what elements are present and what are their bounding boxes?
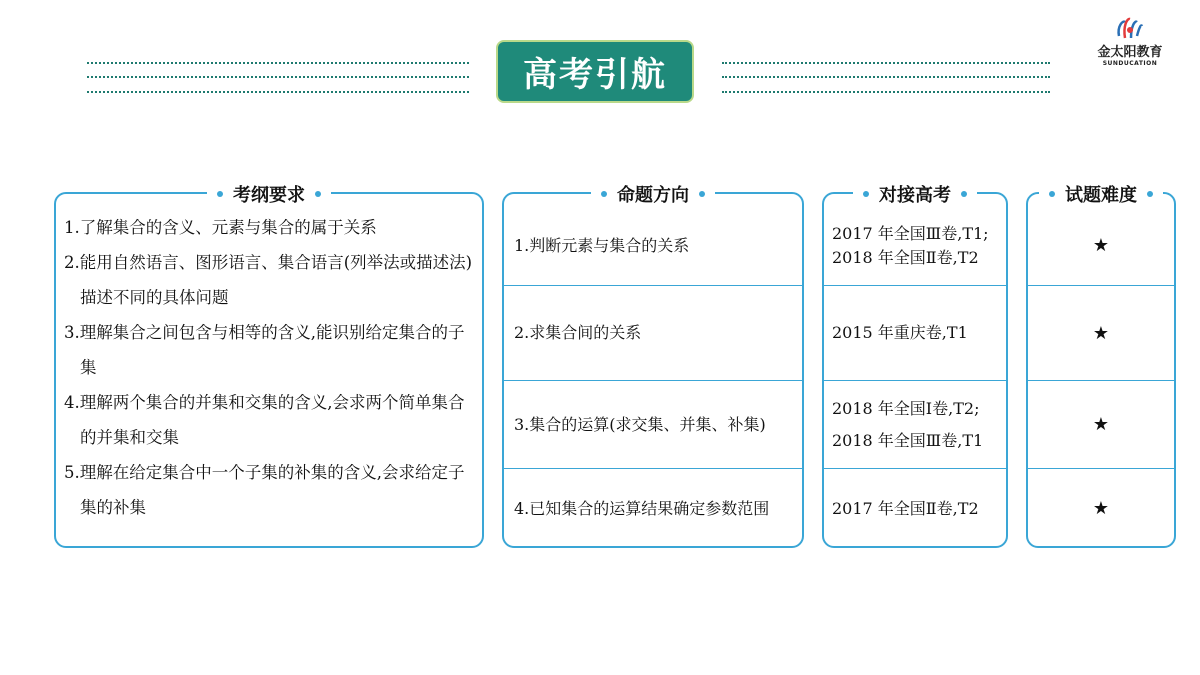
table-row [504,469,802,548]
list-item: 2.能用自然语言、图形语言、集合语言(列举法或描述法)描述不同的具体问题 [64,253,473,307]
page-title: 高考引航 [523,55,667,95]
panel-exams-title: 对接高考 [879,185,951,206]
list-item: 4.理解两个集合的并集和交集的含义,会求两个简单集合的并集和交集 [64,393,465,447]
table-row [504,381,802,469]
table-row [504,206,802,286]
panel-exams [822,185,1008,548]
direction-text: 2.求集合间的关系 [514,323,642,342]
logo-name: 金太阳教育 [1097,45,1163,60]
header-dotted-line [722,91,1050,93]
header-dotted-line [722,76,1050,78]
bullet-dot-icon [699,191,705,197]
panel-difficulty-title: 试题难度 [1065,185,1137,206]
header-dotted-line [722,62,1050,64]
logo-subtitle: SUNDUCATION [1102,60,1158,67]
panel-exams-header [824,180,1006,208]
exam-reference: 2017 年全国Ⅱ卷,T2 [832,498,979,518]
direction-text: 4.已知集合的运算结果确定参数范围 [514,498,770,518]
panel-directions [502,185,804,548]
table-row [1028,381,1174,469]
panel-requirements-title: 考纲要求 [233,185,305,206]
table-row [504,286,802,381]
panel-requirements-header [56,180,482,208]
exam-reference: 2018 年全国Ⅲ卷,T1 [832,430,984,450]
table-row [824,469,1006,548]
bullet-dot-icon [1049,191,1055,197]
panel-difficulty [1026,185,1176,548]
star-icon: ★ [1092,414,1110,435]
table-row [824,381,1006,469]
bullet-dot-icon [1147,191,1153,197]
direction-text: 1.判断元素与集合的关系 [514,235,690,255]
brand-logo [1090,16,1170,67]
table-row [1028,469,1174,548]
header-dotted-line [87,91,469,93]
bullet-dot-icon [961,191,967,197]
star-icon: ★ [1092,235,1110,256]
panel-directions-header [504,180,802,208]
bullet-dot-icon [315,191,321,197]
direction-text: 3.集合的运算(求交集、并集、补集) [514,414,766,434]
header-dotted-line [87,76,469,78]
bullet-dot-icon [601,191,607,197]
table-row [1028,206,1174,286]
bullet-dot-icon [863,191,869,197]
list-item: 1.了解集合的含义、元素与集合的属于关系 [64,218,377,237]
exam-reference: 2018 年全国Ⅰ卷,T2; [832,398,980,418]
sun-logo-icon [1113,16,1147,42]
page-title-banner [496,40,694,103]
table-row [824,286,1006,381]
list-item: 3.理解集合之间包含与相等的含义,能识别给定集合的子集 [64,323,465,377]
header-dotted-line [87,62,469,64]
panel-difficulty-header [1028,180,1174,208]
table-row [824,206,1006,286]
list-item: 5.理解在给定集合中一个子集的补集的含义,会求给定子集的补集 [64,463,465,517]
panel-requirements [54,185,484,548]
panel-directions-title: 命题方向 [617,185,689,206]
exam-reference: 2018 年全国Ⅱ卷,T2 [832,247,979,267]
requirements-list [64,210,476,525]
exam-reference: 2015 年重庆卷,T1 [832,323,968,342]
bullet-dot-icon [217,191,223,197]
table-row [1028,286,1174,381]
exam-reference: 2017 年全国Ⅲ卷,T1; [832,223,989,243]
star-icon: ★ [1092,498,1110,519]
star-icon: ★ [1092,322,1110,344]
